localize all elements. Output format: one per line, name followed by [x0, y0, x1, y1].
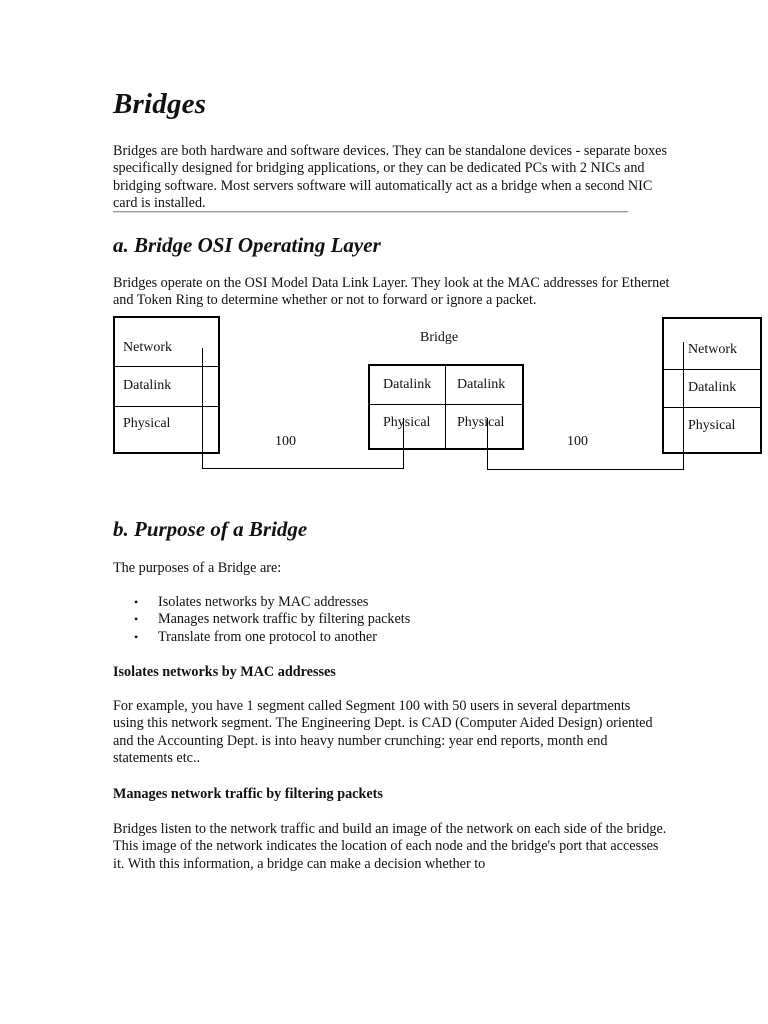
section-a-paragraph: Bridges operate on the OSI Model Data Link Layer. They look at the MAC addresses for Ethernet and Token Ring to determine whether or not to forward or ignore a packet.	[113, 275, 670, 309]
purposes-list	[113, 594, 410, 646]
right-wire-riser	[683, 342, 684, 418]
left-segment-wire	[202, 418, 404, 469]
segment-label-left: 100	[275, 434, 296, 449]
bridge-port-layer: Physical	[383, 415, 431, 430]
list-item: • Isolates networks by MAC addresses	[158, 594, 410, 611]
manages-paragraph: Bridges listen to the network traffic and build an image of the network on each side of the bridge. This image of the network indicates the location of each node and the bridge's port that accesses it. With this information, a bridge can make a decision whether to	[113, 821, 667, 872]
page-title: Bridges	[113, 88, 207, 120]
segment-label-right: 100	[567, 434, 588, 449]
bridge-port-layer: Physical	[457, 415, 505, 430]
bridge-port-layer: Datalink	[383, 377, 432, 392]
right-stack-layer: Physical	[688, 418, 736, 433]
section-b-lead: The purposes of a Bridge are:	[113, 560, 282, 576]
left-stack-layer: Datalink	[123, 378, 172, 393]
right-stack-layer: Network	[688, 342, 737, 357]
bridge-label: Bridge	[420, 330, 459, 345]
left-stack-layer: Network	[123, 340, 172, 355]
left-stack-layer: Physical	[123, 416, 171, 431]
section-b-heading: b. Purpose of a Bridge	[113, 517, 308, 541]
isolates-heading: Isolates networks by MAC addresses	[113, 664, 336, 680]
section-a-heading: a. Bridge OSI Operating Layer	[113, 233, 381, 257]
list-item: • Manages network traffic by filtering packets	[158, 611, 410, 628]
left-wire-riser	[202, 348, 203, 418]
bridge-port-layer: Datalink	[457, 377, 506, 392]
manages-heading: Manages network traffic by filtering packets	[113, 786, 383, 802]
right-stack-layer: Datalink	[688, 380, 737, 395]
intro-paragraph: Bridges are both hardware and software devices. They can be standalone devices - separate boxes specifically designed for bridging applications, or they can be dedicated PCs with 2 NICs and bridging software. Most servers software will automatically act as a bridge when a second NIC card is installed.	[113, 143, 668, 212]
isolates-paragraph: For example, you have 1 segment called Segment 100 with 50 users in several departments using this network segment. The Engineering Dept. is CAD (Computer Aided Design) oriented and the Accounting Dept. is into heavy number crunching: year end reports, month end statements etc..	[113, 698, 653, 767]
horizontal-rule	[113, 211, 628, 213]
list-item: • Translate from one protocol to another	[158, 629, 410, 646]
